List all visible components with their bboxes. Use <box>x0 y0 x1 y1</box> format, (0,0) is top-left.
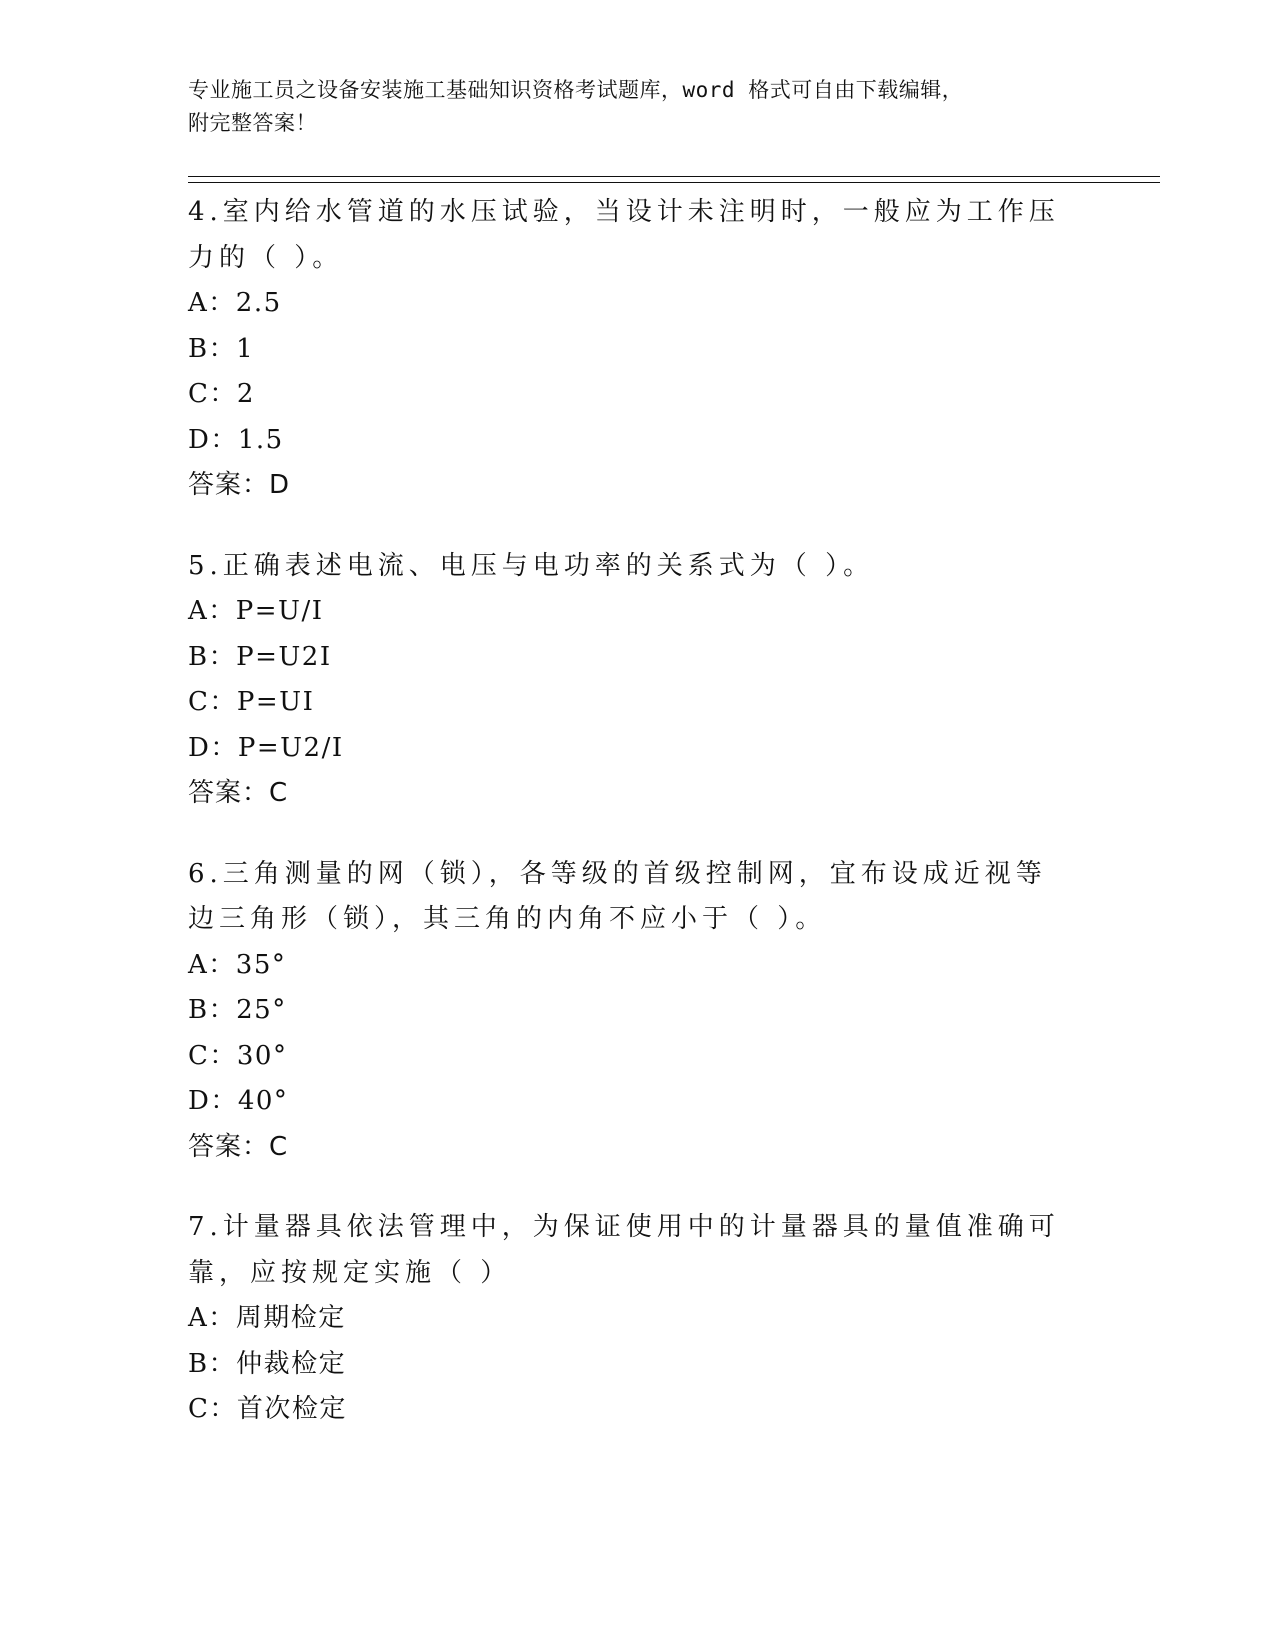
option-a: A：35° <box>188 949 287 980</box>
question-6 <box>188 852 1068 1171</box>
question-stem: 7.计量器具依法管理中，为保证使用中的计量器具的量值准确可靠，应按规定实施（ ） <box>188 1212 1060 1288</box>
option-a: A：P=U/I <box>188 596 324 626</box>
answer-line: 答案：C <box>188 1131 289 1162</box>
option-c: C：首次检定 <box>188 1394 347 1424</box>
option-c: C：P=UI <box>188 687 315 717</box>
header-line-1: 专业施工员之设备安装施工基础知识资格考试题库，word 格式可自由下载编辑， <box>188 78 964 102</box>
option-d: D：40° <box>188 1086 289 1116</box>
option-a: A：2.5 <box>188 288 282 318</box>
question-7 <box>188 1205 1068 1433</box>
option-b: B：25° <box>188 995 287 1025</box>
question-stem: 5.正确表述电流、电压与电功率的关系式为（ ）。 <box>188 550 875 581</box>
header-divider-bottom <box>188 182 1160 183</box>
document-header <box>188 74 1068 140</box>
header-line-2: 附完整答案！ <box>188 111 317 135</box>
option-b: B：P=U2I <box>188 641 332 672</box>
option-a: A：周期检定 <box>188 1303 346 1333</box>
option-d: D：P=U2/I <box>188 732 344 763</box>
question-list <box>188 190 1068 1468</box>
option-c: C：2 <box>188 379 255 409</box>
question-stem: 6.三角测量的网（锁），各等级的首级控制网，宜布设成近视等边三角形（锁），其三角的内角不应小于（ ）。 <box>188 858 1047 934</box>
header-divider-top <box>188 176 1160 177</box>
answer-line: 答案：D <box>188 470 291 500</box>
option-b: B：仲裁检定 <box>188 1348 347 1379</box>
option-b: B：1 <box>188 333 255 364</box>
question-4 <box>188 190 1068 509</box>
option-c: C：30° <box>188 1040 288 1071</box>
question-stem: 4.室内给水管道的水压试验，当设计未注明时，一般应为工作压力的（ ）。 <box>188 197 1060 273</box>
question-5 <box>188 544 1068 817</box>
answer-line: 答案：C <box>188 778 289 808</box>
option-d: D：1.5 <box>188 424 284 455</box>
